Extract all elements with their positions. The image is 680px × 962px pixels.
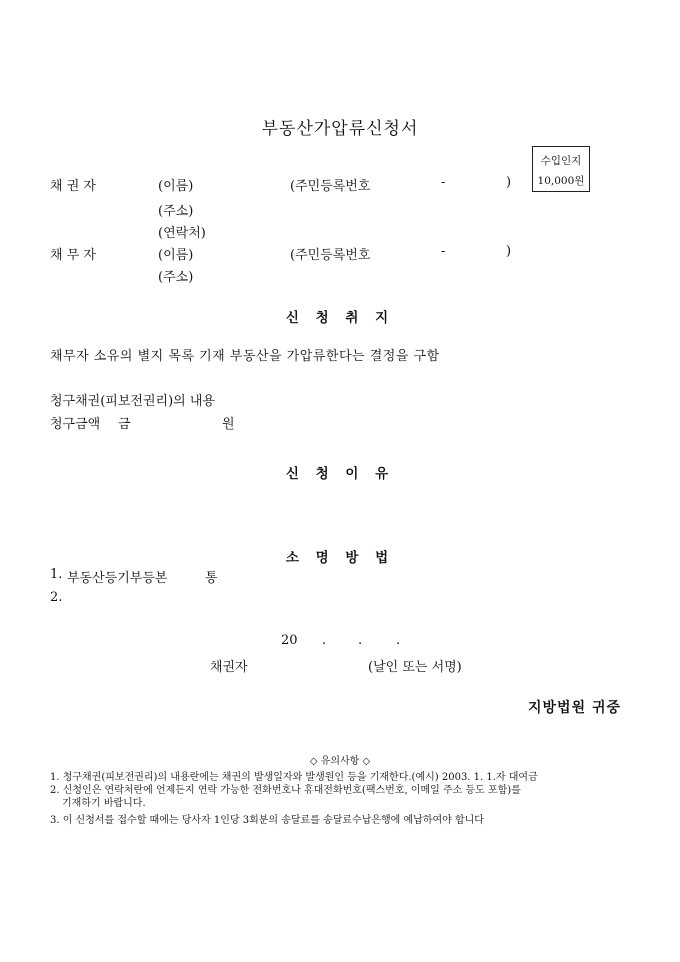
evidence-item-num: 1.	[50, 567, 63, 582]
evidence-heading: 소 명 방 법	[285, 550, 395, 566]
creditor-address-label: (주소)	[158, 204, 194, 219]
court-addressee: 지방법원 귀중	[528, 700, 622, 716]
signature-label: 채권자	[210, 660, 248, 675]
creditor-rrn-label: (주민등록번호	[290, 179, 371, 194]
document-title: 부동산가압류신청서	[261, 119, 419, 139]
creditor-contact-label: (연락처)	[158, 226, 206, 241]
purpose-text: 채무자 소유의 별지 목록 기재 부동산을 가압류한다는 결정을 구함	[50, 349, 440, 364]
date-year-prefix: 20	[281, 633, 298, 648]
evidence-item-count: 통	[205, 571, 218, 586]
revenue-stamp-box	[532, 146, 590, 192]
signature-seal: (날인 또는 서명)	[368, 660, 462, 675]
creditor-label: 채 권 자	[50, 179, 96, 194]
debtor-address-label: (주소)	[158, 270, 194, 285]
evidence-item-num: 2.	[50, 590, 63, 605]
debtor-label: 채 무 자	[50, 248, 96, 263]
claim-amount-prefix: 금	[118, 417, 131, 432]
creditor-rrn-dash: -	[441, 175, 446, 190]
claim-amount-unit: 원	[222, 417, 235, 432]
note-item-continuation: 기재하기 바랍니다.	[62, 798, 146, 809]
claim-amount-label: 청구금액	[50, 417, 101, 432]
purpose-heading: 신 청 취 지	[285, 310, 395, 326]
notes-list	[50, 771, 538, 827]
creditor-rrn-close: )	[506, 175, 512, 190]
debtor-rrn-dash: -	[441, 244, 446, 259]
creditor-name-label: (이름)	[158, 179, 194, 194]
stamp-label: 수입인지	[540, 155, 582, 167]
date-dot: .	[358, 633, 363, 648]
stamp-amount: 10,000원	[537, 175, 585, 187]
debtor-name-label: (이름)	[158, 248, 194, 263]
note-item: 1. 청구채권(피보전권리)의 내용란에는 채권의 발생일자와 발생원인 등을 기재한다.(예시) 2003. 1. 1.자 대여금	[50, 772, 538, 783]
date-dot: .	[396, 633, 401, 648]
reason-heading: 신 청 이 유	[285, 466, 395, 482]
debtor-rrn-close: )	[506, 244, 512, 259]
claim-content-label: 청구채권(피보전권리)의 내용	[50, 394, 215, 409]
date-dot: .	[322, 633, 327, 648]
debtor-rrn-label: (주민등록번호	[290, 248, 371, 263]
note-item: 2. 신청인은 연락처란에 언제든지 연락 가능한 전화번호나 휴대전화번호(팩스번호, 이메일 주소 등도 포함)를	[50, 785, 521, 796]
note-item: 3. 이 신청서를 접수할 때에는 당사자 1인당 3회분의 송달료를 송달료수납은행에 예납하여야 합니다	[50, 815, 484, 826]
notes-heading: ◇ 유의사항 ◇	[309, 756, 371, 767]
evidence-item-text: 부동산등기부등본	[67, 571, 168, 586]
